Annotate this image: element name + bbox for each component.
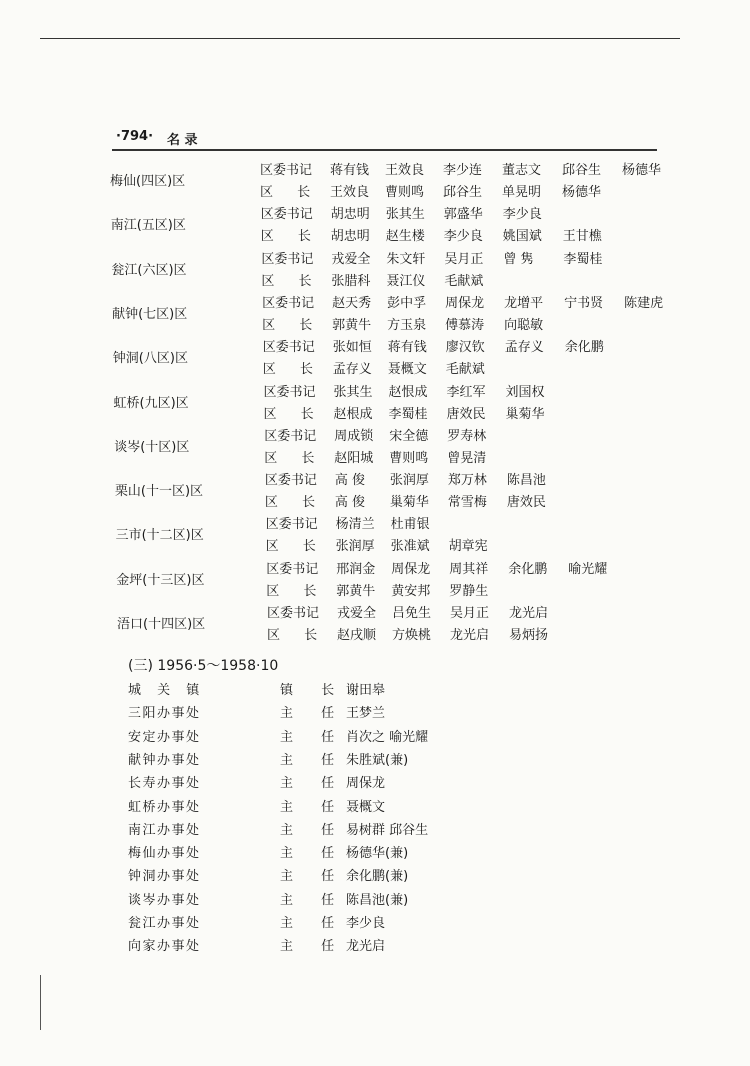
- district-name: 瓮江(六区)区: [111, 262, 187, 278]
- role-head: 区 长: [260, 185, 321, 200]
- office-holder: 余化鹏(兼): [346, 869, 409, 885]
- person-name: 曹则鸣: [385, 185, 425, 200]
- person-name: 孟存义: [504, 340, 544, 356]
- person-name: 李蜀桂: [388, 406, 428, 422]
- person-name: 陈昌池: [506, 473, 546, 489]
- person-name: 董志文: [502, 163, 542, 178]
- office-role: 主 任: [280, 776, 347, 792]
- office-name: 献钟办事处: [128, 752, 201, 768]
- person-name: 高 俊: [334, 473, 366, 489]
- role-secretary: 区委书记: [260, 207, 313, 223]
- person-name: 赵阳城: [334, 450, 374, 466]
- role-secretary: 区委书记: [260, 163, 313, 178]
- role-head: 区 长: [266, 583, 327, 599]
- office-role: 主 任: [280, 799, 347, 815]
- office-name: 安定办事处: [128, 729, 201, 745]
- person-name: 王效良: [385, 163, 425, 178]
- person-name: 郑万林: [447, 473, 487, 489]
- person-name: 朱文轩: [386, 251, 426, 267]
- district-name: 谈岑(十区)区: [114, 439, 190, 455]
- person-name: 巢菊华: [389, 495, 429, 511]
- office-name: 三阳办事处: [128, 706, 201, 722]
- person-name: 曹则鸣: [389, 450, 429, 466]
- person-name: 吴月正: [450, 606, 490, 621]
- district-name: 浯口(十四区)区: [117, 617, 206, 632]
- office-role: 主 任: [280, 729, 347, 745]
- office-name: 向家办事处: [128, 939, 201, 955]
- person-name: 胡忠明: [330, 229, 370, 245]
- office-role: 主 任: [280, 846, 347, 862]
- role-head: 区 长: [260, 229, 321, 245]
- person-name: 余化鹏: [508, 561, 548, 577]
- person-name: 邱谷生: [443, 185, 483, 200]
- person-name: 孟存义: [332, 362, 372, 378]
- role-head: 区 长: [264, 450, 325, 466]
- person-name: 戎爱全: [337, 606, 377, 621]
- role-secretary: 区委书记: [264, 428, 317, 444]
- office-name: 城 关 镇: [128, 683, 206, 698]
- office-role: 主 任: [280, 939, 347, 955]
- person-name: 向聪敏: [504, 317, 544, 333]
- person-name: 邢润金: [336, 561, 376, 577]
- person-name: 郭盛华: [443, 207, 483, 223]
- role-secretary: 区委书记: [264, 473, 317, 489]
- person-name: 宁书贤: [564, 295, 604, 311]
- person-name: 杨清兰: [335, 517, 375, 533]
- office-role: 主 任: [280, 706, 347, 722]
- person-name: 杨德华: [562, 185, 602, 200]
- office-holder: 谢田皋: [346, 683, 386, 698]
- person-name: 高 俊: [334, 495, 366, 511]
- office-holder: 李少良: [346, 916, 386, 931]
- person-name: 聂概文: [387, 362, 427, 378]
- person-name: 张润厚: [335, 539, 375, 555]
- office-role: 主 任: [280, 869, 347, 885]
- person-name: 毛献斌: [444, 273, 484, 289]
- person-name: 胡章宪: [448, 539, 488, 555]
- office-role: 主 任: [280, 916, 347, 931]
- person-name: 常雪梅: [447, 495, 487, 511]
- person-name: 王甘樵: [562, 229, 602, 245]
- person-name: 傅慕涛: [445, 317, 485, 333]
- role-secretary: 区委书记: [261, 251, 314, 267]
- person-name: 周成锁: [334, 428, 374, 444]
- person-name: 聂江仪: [386, 273, 426, 289]
- person-name: 张准斌: [390, 539, 430, 555]
- person-name: 姚国斌: [502, 229, 542, 245]
- person-name: 周其祥: [449, 561, 489, 577]
- section-title: (三) 1956·5～1958·10: [128, 658, 279, 674]
- office-holder: 朱胜斌(兼): [346, 752, 409, 768]
- person-name: 张腊科: [331, 273, 371, 289]
- role-head: 区 长: [267, 628, 328, 643]
- office-name: 钟洞办事处: [128, 869, 201, 885]
- office-role: 主 任: [280, 822, 347, 838]
- person-name: 赵根成: [333, 406, 373, 422]
- office-name: 谈岑办事处: [128, 892, 201, 908]
- person-name: 曾 隽: [503, 251, 534, 267]
- district-name: 金坪(十三区)区: [116, 572, 205, 588]
- role-head: 区 长: [265, 539, 326, 555]
- office-name: 南江办事处: [128, 822, 201, 838]
- person-name: 周保龙: [391, 561, 431, 577]
- district-name: 南江(五区)区: [110, 218, 186, 234]
- role-head: 区 长: [264, 495, 326, 511]
- person-name: 李少良: [443, 229, 483, 245]
- office-name: 瓮江办事处: [128, 916, 201, 931]
- person-name: 龙增平: [504, 295, 544, 311]
- person-name: 邱谷生: [562, 163, 602, 178]
- person-name: 喻光耀: [568, 561, 608, 577]
- office-name: 虹桥办事处: [128, 799, 201, 815]
- person-name: 刘国权: [505, 384, 545, 400]
- office-role: 镇 长: [280, 683, 347, 698]
- person-name: 毛献斌: [445, 362, 485, 378]
- district-name: 钟洞(八区)区: [112, 351, 188, 367]
- person-name: 郭黄牛: [336, 583, 376, 599]
- office-holder: 易树群 邱谷生: [346, 822, 429, 838]
- person-name: 赵恨成: [388, 384, 428, 400]
- person-name: 杜甫银: [390, 517, 430, 533]
- person-name: 李少连: [443, 163, 483, 178]
- person-name: 胡忠明: [330, 207, 370, 223]
- person-name: 方焕桃: [392, 628, 432, 643]
- person-name: 唐效民: [446, 406, 486, 422]
- person-name: 戎爱全: [331, 251, 371, 267]
- role-secretary: 区委书记: [263, 384, 316, 400]
- role-head: 区 长: [262, 317, 323, 333]
- person-name: 杨德华: [622, 163, 662, 178]
- person-name: 龙光启: [509, 606, 549, 621]
- top-rule: [40, 38, 680, 39]
- person-name: 罗静生: [449, 583, 489, 599]
- person-name: 单晃明: [502, 185, 542, 200]
- page-number: ·794·: [116, 129, 154, 144]
- district-name: 三市(十二区)区: [115, 528, 204, 544]
- role-secretary: 区委书记: [262, 295, 315, 311]
- person-name: 罗寿林: [447, 428, 487, 444]
- office-name: 梅仙办事处: [128, 846, 201, 862]
- role-head: 区 长: [261, 273, 322, 289]
- role-secretary: 区委书记: [265, 517, 318, 533]
- person-name: 李红军: [446, 384, 486, 400]
- person-name: 张如恒: [332, 340, 372, 356]
- person-name: 张其生: [333, 384, 373, 400]
- role-head: 区 长: [262, 362, 323, 378]
- role-head: 区 长: [263, 406, 324, 422]
- person-name: 余化鹏: [564, 340, 604, 356]
- person-name: 赵天秀: [332, 295, 372, 311]
- office-role: 主 任: [280, 752, 347, 768]
- person-name: 龙光启: [450, 628, 490, 643]
- district-name: 栗山(十一区)区: [114, 484, 204, 500]
- district-name: 虹桥(九区)区: [113, 395, 189, 411]
- person-name: 黄安邦: [391, 583, 431, 599]
- office-name: 长寿办事处: [128, 776, 201, 792]
- person-name: 彭中孚: [387, 295, 427, 311]
- office-holder: 陈昌池(兼): [346, 892, 409, 908]
- office-role: 主 任: [280, 892, 347, 908]
- office-holder: 龙光启: [346, 939, 386, 955]
- office-holder: 周保龙: [346, 776, 386, 792]
- person-name: 廖汉钦: [445, 340, 485, 356]
- person-name: 王效良: [330, 185, 370, 200]
- person-name: 吴月正: [444, 251, 484, 267]
- office-holder: 肖次之 喻光耀: [346, 729, 429, 745]
- person-name: 宋全德: [389, 428, 429, 444]
- person-name: 李蜀桂: [563, 251, 603, 267]
- person-name: 赵生楼: [385, 229, 425, 245]
- page-heading: 名 录: [167, 133, 198, 148]
- person-name: 李少良: [502, 207, 542, 223]
- office-holder: 聂概文: [346, 799, 386, 815]
- role-secretary: 区委书记: [266, 561, 319, 577]
- person-name: 曾晃清: [447, 450, 487, 466]
- person-name: 陈建虎: [624, 295, 664, 311]
- person-name: 蒋有钱: [387, 340, 427, 356]
- person-name: 张其生: [385, 207, 425, 223]
- role-secretary: 区委书记: [267, 606, 320, 621]
- role-secretary: 区委书记: [262, 340, 315, 356]
- person-name: 郭黄牛: [332, 317, 372, 333]
- person-name: 蒋有钱: [330, 163, 370, 178]
- person-name: 吕免生: [392, 606, 432, 621]
- person-name: 张润厚: [389, 473, 429, 489]
- person-name: 方玉泉: [387, 317, 427, 333]
- person-name: 易炳扬: [509, 628, 549, 643]
- person-name: 巢菊华: [505, 406, 545, 422]
- person-name: 周保龙: [445, 295, 485, 311]
- person-name: 赵戌顺: [337, 628, 377, 643]
- district-name: 梅仙(四区)区: [110, 174, 186, 189]
- office-holder: 杨德华(兼): [346, 846, 409, 862]
- header-rule: [112, 149, 657, 151]
- person-name: 唐效民: [506, 495, 546, 511]
- office-holder: 王梦兰: [346, 706, 386, 722]
- district-name: 献钟(七区)区: [112, 306, 188, 322]
- left-margin-line: [40, 975, 41, 1030]
